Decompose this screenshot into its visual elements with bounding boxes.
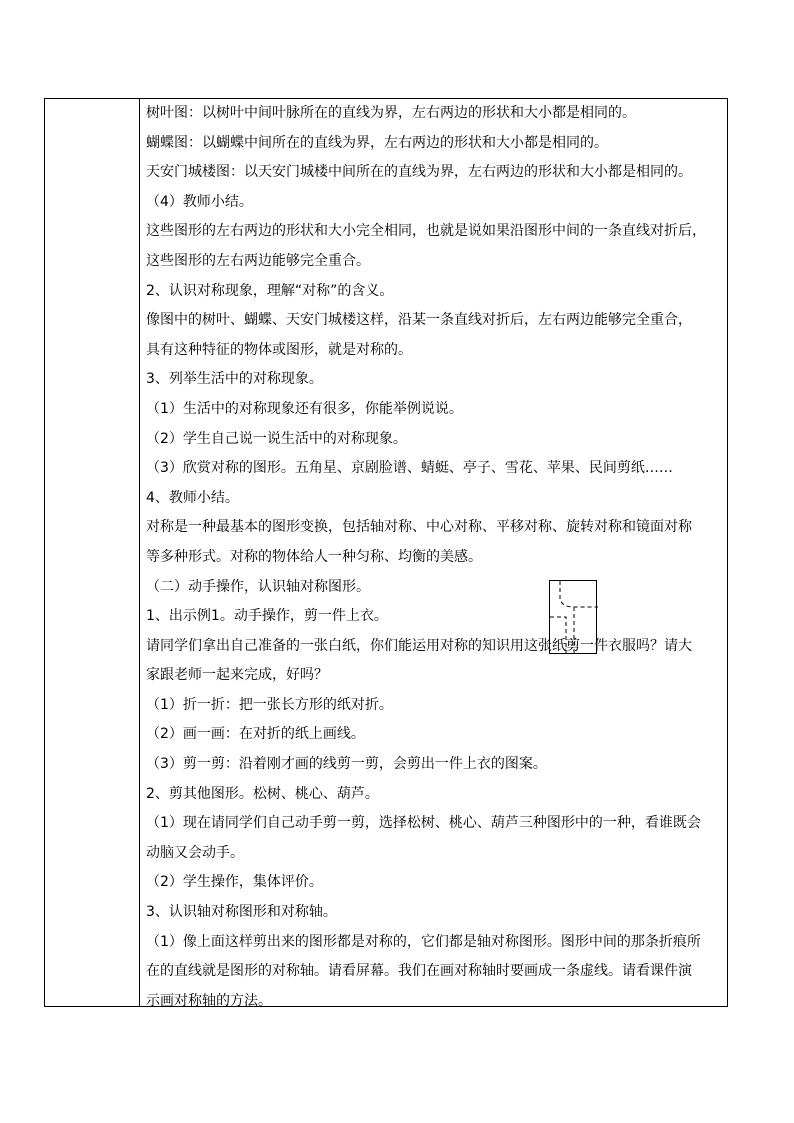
lesson-content — [146, 99, 725, 1016]
text-line: 像图中的树叶、蝴蝶、天安门城楼这样，沿某一条直线对折后，左右两边能够完全重合， — [146, 312, 692, 329]
text-line: （2）学生自己说一说生活中的对称现象。 — [146, 430, 407, 447]
text-line: （1）折一折：把一张长方形的纸对折。 — [146, 696, 393, 713]
text-line: 2、认识对称现象，理解“对称”的含义。 — [146, 282, 394, 299]
text-line: 对称是一种最基本的图形变换，包括轴对称、中心对称、平移对称、旋转对称和镜面对称 — [146, 519, 692, 536]
text-line: （3）欣赏对称的图形。五角星、京剧脸谱、蜻蜓、亭子、雪花、苹果、民间剪纸…… — [146, 460, 673, 477]
text-line: 动脑又会动手。 — [146, 844, 244, 861]
text-line: 请同学们拿出自己准备的一张白纸，你们能运用对称的知识用这张纸剪一件衣服吗？请大 — [146, 637, 692, 654]
text-line: 这些图形的左右两边能够完全重合。 — [146, 252, 370, 269]
text-line: 示画对称轴的方法。 — [146, 992, 272, 1009]
text-line: 在的直线就是图形的对称轴。请看屏幕。我们在画对称轴时要画成一条虚线。请看课件演 — [146, 963, 692, 980]
text-line: 这些图形的左右两边的形状和大小完全相同，也就是说如果沿图形中间的一条直线对折后， — [146, 223, 706, 240]
text-line: 3、列举生活中的对称现象。 — [146, 371, 323, 388]
text-line: （二）动手操作，认识轴对称图形。 — [146, 578, 370, 595]
text-line: （3）剪一剪：沿着刚才画的线剪一剪，会剪出一件上衣的图案。 — [146, 756, 547, 773]
text-line: 等多种形式。对称的物体给人一种匀称、均衡的美感。 — [146, 548, 482, 565]
text-line: （1）像上面这样剪出来的图形都是对称的，它们都是轴对称图形。图形中间的那条折痕所 — [146, 933, 701, 950]
folded-paper-drawing — [550, 581, 598, 655]
text-line: （2）画一画：在对折的纸上画线。 — [146, 726, 365, 743]
folded-paper-figure — [549, 580, 597, 654]
text-line: 具有这种特征的物体或图形，就是对称的。 — [146, 341, 412, 358]
text-line: （4）教师小结。 — [146, 193, 253, 210]
text-line: 蝴蝶图：以蝴蝶中间所在的直线为界，左右两边的形状和大小都是相同的。 — [146, 134, 608, 151]
text-line: 2、剪其他图形。松树、桃心、葫芦。 — [146, 785, 379, 802]
column-divider — [139, 99, 140, 1006]
text-line: 家跟老师一起来完成，好吗？ — [146, 667, 328, 684]
text-line: 4、教师小结。 — [146, 489, 239, 506]
text-line: （2）学生操作，集体评价。 — [146, 874, 323, 891]
text-line: （1）生活中的对称现象还有很多，你能举例说说。 — [146, 400, 463, 417]
lesson-table — [44, 98, 728, 1007]
text-line: 天安门城楼图：以天安门城楼中间所在的直线为界，左右两边的形状和大小都是相同的。 — [146, 164, 692, 181]
text-line: 树叶图：以树叶中间叶脉所在的直线为界，左右两边的形状和大小都是相同的。 — [146, 105, 636, 121]
text-line: （1）现在请同学们自己动手剪一剪，选择松树、桃心、葫芦三种图形中的一种，看谁既会 — [146, 815, 701, 832]
text-line: 1、出示例1。动手操作，剪一件上衣。 — [146, 608, 388, 625]
text-line: 3、认识轴对称图形和对称轴。 — [146, 904, 337, 921]
